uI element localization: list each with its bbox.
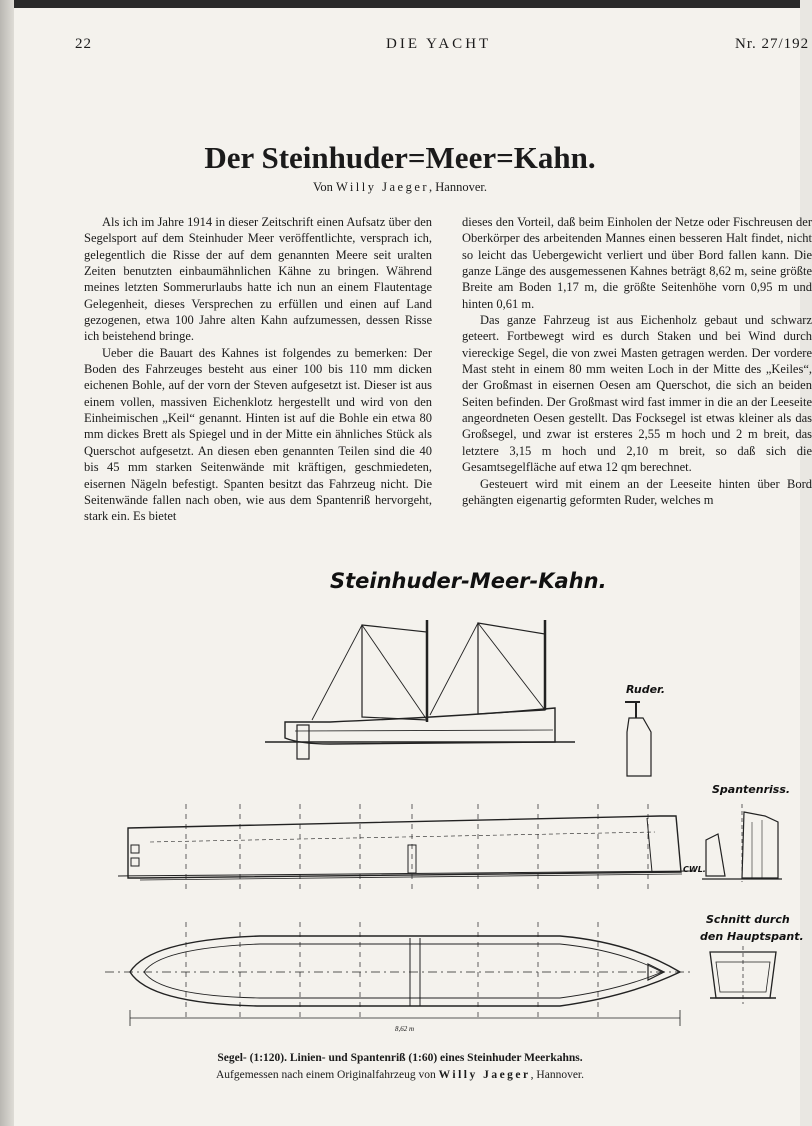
byline-prefix: Von	[312, 180, 333, 194]
sheer-line	[295, 730, 553, 731]
article-title: Der Steinhuder=Meer=Kahn.	[204, 140, 596, 175]
drawing-title: Steinhuder-Meer-Kahn.	[330, 569, 607, 593]
byline-suffix: , Hannover.	[429, 180, 488, 194]
paragraph: Ueber die Bauart des Kahnes ist folgendes zu bemerken: Der Boden des Fahrzeuges besteht aus einer 100 bis 110 mm dicken eichenen Bohle, auf der vorn der Steven aufgesetzt ist. Dieser ist aus einem vollen, massiven Eichenklotz hergestellt und wird von den Einheimischen „Keil“ genannt. Hinten ist auf die Bohle ein etwa 80 mm dickes Brett als Spiegel und in der Mitte ein ähnliches Stück als Querschot aufgesetzt. An diesen eben genannten Teilen sind die 40 bis 45 mm starken Seitenwände mit kräftigen, geschmiedeten, eisernen Nägeln befestigt. Spanten besitzt das Fahrzeug nicht. Die Seitenwände fallen nach oben, wie aus dem Spantenriß hervorgeht, stark ein. Es bietet	[84, 345, 432, 524]
paragraph: dieses den Vorteil, daß beim Einholen der Netze oder Fischreusen der Oberkörper des arbeitenden Mannes einen besseren Halt findet, nicht so leicht das Uebergewicht verliert und über Bord fallen kann. Die ganze Länge des ausgemessenen Kahnes beträgt 8,62 m, seine größte Breite am Boden 1,17 m, die größte Seitenhöhe vorn 0,95 m und hinten 0,61 m.	[462, 215, 812, 311]
rudder-detail	[625, 683, 665, 776]
cwl-label: CWL.	[683, 865, 706, 874]
text-column-left	[84, 214, 432, 525]
caption-author: Willy Jaeger	[438, 1069, 531, 1081]
frame-section	[702, 783, 790, 882]
caption-line-1: Segel- (1:120). Linien- und Spantenriß (1:60) eines Steinhuder Meerkahns.	[217, 1052, 583, 1064]
frames-label: Spantenriss.	[712, 783, 791, 796]
page-number: 22	[75, 36, 92, 52]
lines-profile	[118, 804, 706, 890]
section-label-1: Schnitt durch	[706, 913, 790, 926]
caption-prefix: Aufgemessen nach einem Originalfahrzeug von	[216, 1069, 436, 1081]
scan-top-edge	[0, 0, 800, 8]
byline-author: Willy Jaeger	[336, 180, 430, 194]
figure-caption	[0, 1050, 800, 1084]
caption-line-2	[0, 1067, 800, 1084]
rudder-label: Ruder.	[626, 683, 666, 696]
paragraph: Als ich im Jahre 1914 in dieser Zeitschrift einen Aufsatz über den Segelsport auf dem Steinhuder Meer veröffentlichte, versprach ich, gelegentlich die Risse der auf dem genannten Meere seit uralten Zeiten benutzten einbaumähnlichen Kähne zu bringen. Während meines letzten Sommerurlaubs hatte ich nun an einem Flautentage Gelegenheit, dieses Versprechen zu erfüllen und einen auf Land gezogenen, etwa 100 Jahre alten Kahn aufzumessen, dessen Risse ich beistehend bringe.	[84, 215, 432, 344]
boat-plan-figure	[0, 560, 804, 1040]
plan-view	[105, 922, 690, 1033]
section-label-2: den Hauptspant.	[700, 930, 804, 943]
dimension-label: 8,62 m	[395, 1025, 415, 1033]
sail-plan	[265, 620, 575, 759]
main-frame-section	[700, 913, 804, 1004]
hull-profile	[285, 708, 555, 744]
text-column-right	[462, 214, 812, 508]
issue-number: Nr. 27/192	[735, 36, 810, 52]
byline	[0, 180, 800, 195]
paragraph: Das ganze Fahrzeug ist aus Eichenholz gebaut und schwarz geteert. Fortbewegt wird es durch Staken und bei Wind durch viereckige Segel, die von zwei Masten getragen werden. Der vordere Mast steht in einem 80 mm weiten Loch in der Mitte des „Keiles“, der Großmast in eisernen Oesen am Querschot, die sich an beiden Seiten befinden. Der Großmast wird fast immer in die an der Leeseite angeordneten Oesen gestellt. Das Focksegel ist etwas kleiner als das Großsegel, und zwar ist ersteres 2,55 m hoch und 2 m breit, das letztere 3,15 m hoch und 2,10 m breit, so daß sich die Gesamtsegelfläche auf etwa 12 qm berechnet.	[462, 313, 812, 475]
journal-title: DIE YACHT	[386, 36, 492, 52]
caption-suffix: , Hannover.	[530, 1069, 584, 1081]
paragraph: Gesteuert wird mit einem an der Leeseite hinten über Bord gehängten eigenartig geformten Ruder, welches m	[462, 476, 812, 507]
